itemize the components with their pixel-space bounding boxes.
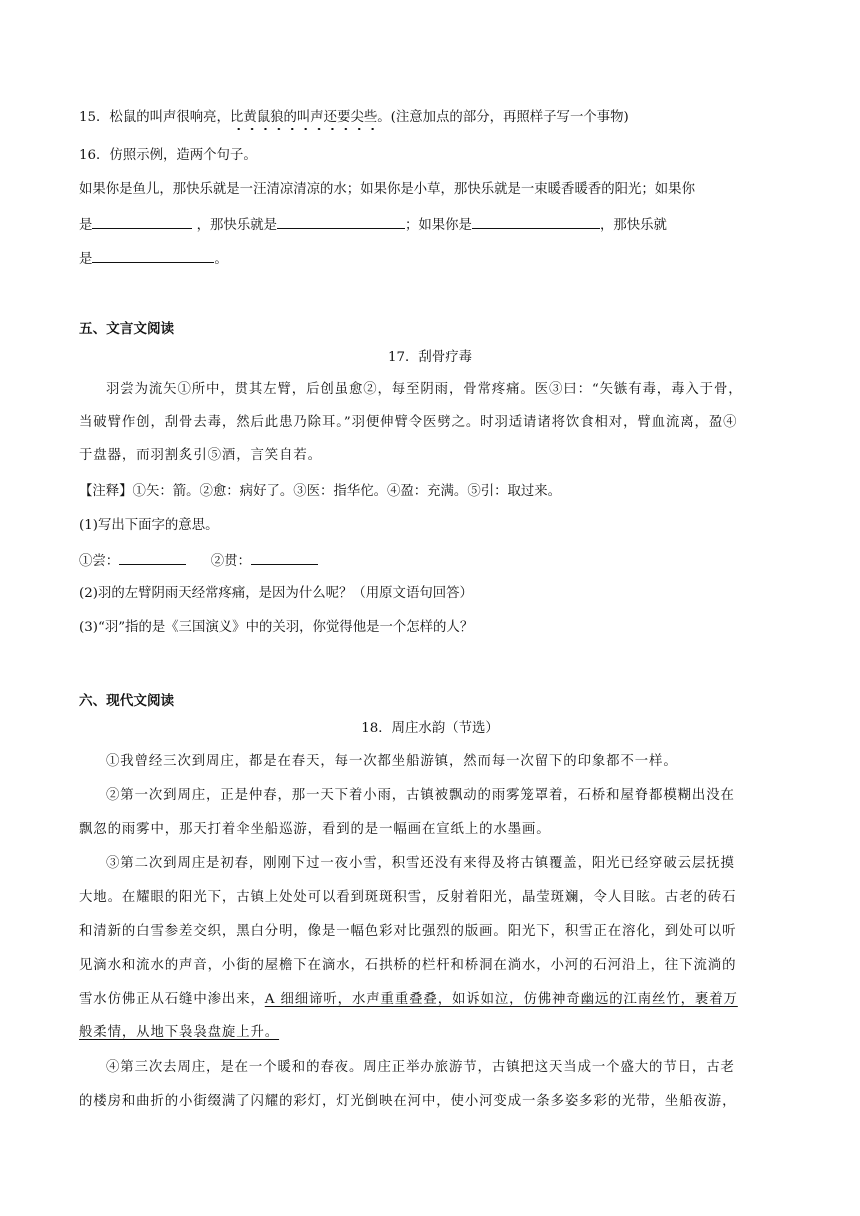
section-6-heading: 六、现代文阅读 xyxy=(79,693,175,709)
q17-2: (2)羽的左臂阴雨天经常疼痛，是因为什么呢？（用原文语句回答） xyxy=(79,586,473,601)
passage-18-para-1: ①我曾经三次到周庄，都是在春天，每一次都坐船游镇，然而每一次留下的印象都不一样。 xyxy=(106,754,678,769)
q17-1: (1)写出下面字的意思。 xyxy=(79,518,219,533)
underlined-sentence-a-cont: 般柔情，从地下袅袅盘旋上升。 xyxy=(79,1025,280,1040)
passage-18-para-4-line-2: 的楼房和曲折的小街缀满了闪耀的彩灯，灯光倒映在河中，使小河变成一条多姿多彩的光带，坐船夜游， xyxy=(79,1094,737,1109)
passage-18-para-3-line-3: 和清新的白雪参差交织，黑白分明，像是一幅色彩对比强烈的版画。阳光下，积雪正在溶化，到处可以听 xyxy=(79,924,737,939)
q16-text: ，那快乐就 xyxy=(599,218,667,233)
passage-17-title: 17．刮骨疗毒 xyxy=(388,350,472,365)
answer-blank-guan[interactable] xyxy=(251,550,318,565)
q16-fill-line-2 xyxy=(79,248,782,270)
passage-18-para-3-line-5 xyxy=(79,990,782,1010)
passage-17-line-2: 当破臂作创，刮骨去毒，然后此患乃除耳。”羽便伸臂令医劈之。时羽适请诸将饮食相对，臂血流离，盈④ xyxy=(79,415,738,430)
q17-1-a-label: ①尝： xyxy=(79,554,120,569)
passage-18-para-2-line-2: 飘忽的雨雾中，那天打着伞坐船巡游，看到的是一幅画在宣纸上的水墨画。 xyxy=(79,822,551,837)
q15-dotted-text: 比黄鼠狼的叫声还要尖些 xyxy=(229,110,378,125)
q16-title: 16．仿照示例，造两个句子。 xyxy=(79,148,257,163)
q16-text: 是 xyxy=(79,252,93,267)
underlined-sentence-a: A 细细谛听，水声重重叠叠，如诉如泣，仿佛神奇幽远的江南丝竹，裹着万 xyxy=(264,992,738,1007)
section-5-heading: 五、文言文阅读 xyxy=(79,321,175,337)
passage-18-para-4-line-1: ④第三次去周庄，是在一个暖和的春夜。周庄正举办旅游节，古镇把这天当成一个盛大的节日，古老 xyxy=(106,1060,735,1075)
passage-18-para-2-line-1: ②第一次到周庄，正是仲春，那一天下着小雨，古镇被飘动的雨雾笼罩着，石桥和屋脊都模糊出没在 xyxy=(106,788,735,803)
passage-17-line-3: 于盘器，而羽割炙引⑤酒，言笑自若。 xyxy=(79,448,322,463)
q16-example: 如果你是鱼儿，那快乐就是一汪清凉清凉的水；如果你是小草，那快乐就是一束暖香暖香的阳光；如果你 xyxy=(79,182,695,197)
passage-18-title: 18．周庄水韵（节选） xyxy=(361,721,499,736)
answer-blank-4[interactable] xyxy=(92,248,214,263)
passage-18-para-3-line-6 xyxy=(79,1023,782,1043)
answer-blank-1[interactable] xyxy=(92,214,192,229)
passage-18-para-3-line-4: 见滴水和流水的声音，小街的屋檐下在滴水，石拱桥的栏杆和桥洞在淌水，小河的石河沿上，往下流淌的 xyxy=(79,958,737,973)
q17-1-answers xyxy=(79,550,782,572)
q17-3: (3)“羽”指的是《三国演义》中的关羽，你觉得他是一个怎样的人？ xyxy=(79,620,474,635)
answer-blank-chang[interactable] xyxy=(119,550,186,565)
q15-prefix: 15．松鼠的叫声很响亮， xyxy=(79,110,230,125)
passage-18-para-3-line-1: ③第二次到周庄是初春，刚刚下过一夜小雪，积雪还没有来得及将古镇覆盖，阳光已经穿破云层抚摸 xyxy=(106,856,735,871)
passage-17-notes: 【注释】①矢：箭。②愈：病好了。③医：指华佗。④盈：充满。⑤引：取过来。 xyxy=(79,484,562,499)
q17-1-b-label: ②贯： xyxy=(210,554,251,569)
q16-text: ；如果你是 xyxy=(405,218,472,233)
q16-text: 是 xyxy=(79,218,93,233)
passage-text: 雪水仿佛正从石缝中渗出来， xyxy=(79,992,265,1007)
passage-17-line-1: 羽尝为流矢①所中，贯其左臂，后创虽愈②，每至阴雨，骨常疼痛。医③曰：“矢镞有毒，毒入于骨， xyxy=(106,382,743,397)
q16-text: ，那快乐就是 xyxy=(196,218,277,233)
question-15 xyxy=(79,108,782,128)
q16-fill-line-1 xyxy=(79,214,782,236)
q15-suffix: 。(注意加点的部分，再照样子写一个事物) xyxy=(377,110,629,125)
answer-blank-3[interactable] xyxy=(472,214,600,229)
passage-18-para-3-line-2: 大地。在耀眼的阳光下，古镇上处处可以看到斑斑积雪，反射着阳光，晶莹斑斓，令人目眩。古老的砖石 xyxy=(79,890,737,905)
answer-blank-2[interactable] xyxy=(277,214,405,229)
q16-text: 。 xyxy=(214,252,228,267)
